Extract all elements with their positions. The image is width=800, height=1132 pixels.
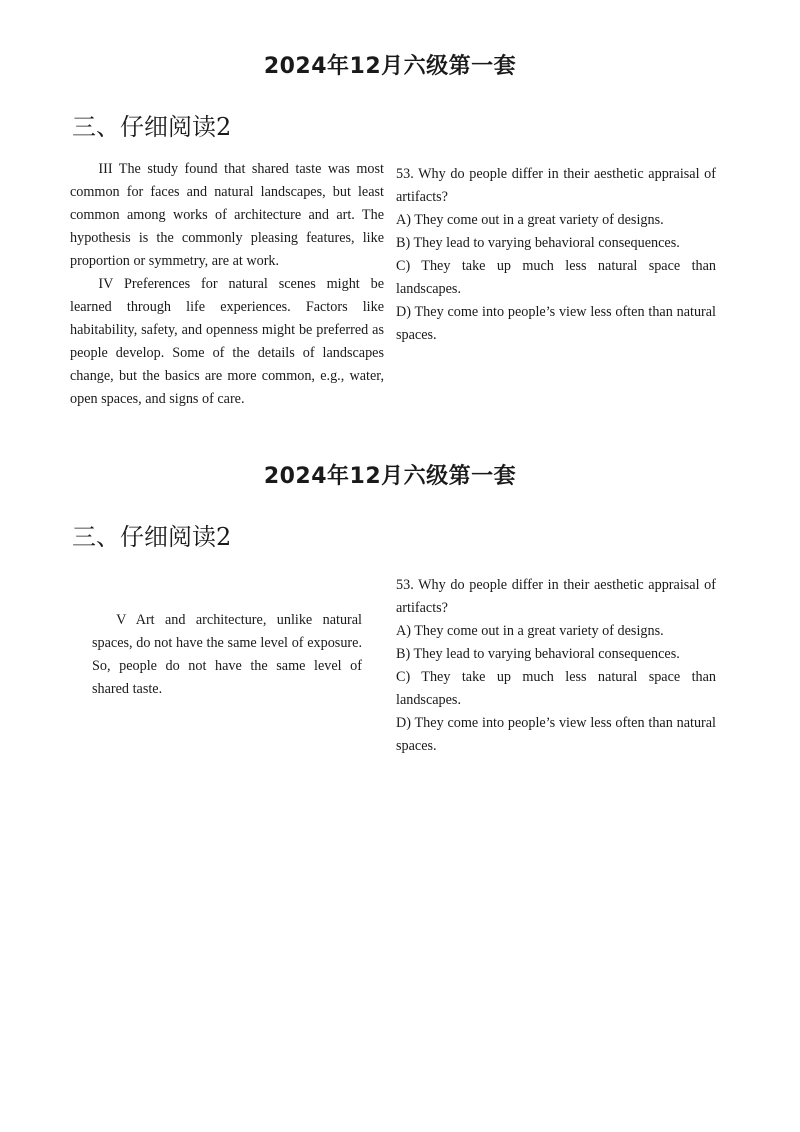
page-title: 2024年12月六级第一套 (263, 54, 517, 79)
section-heading: 三、仔细阅读2 (72, 523, 232, 551)
option-a: A) They come out in a great variety of designs. (396, 212, 664, 228)
reading-passage (70, 158, 384, 411)
option-b: B) They lead to varying behavioral consequences. (396, 646, 680, 662)
passage-paragraph-4: IV Preferences for natural scenes might be learned through life experiences. Factors like habitability, safety, and openness might be preferred as people develop. Some of the details of landscapes change, but the basics are more common, e.g., water, open spaces, and signs of care. (70, 276, 384, 407)
question-stem: 53. Why do people differ in their aesthetic appraisal of artifacts? (396, 577, 716, 616)
option-d: D) They come into people’s view less often than natural spaces. (396, 715, 716, 754)
reading-passage (92, 609, 362, 701)
section-heading: 三、仔细阅读2 (72, 113, 232, 141)
passage-paragraph-3: III The study found that shared taste was most common for faces and natural landscapes, but least common among works of architecture and art. The hypothesis is the commonly pleasing features, like proportion or symmetry, are at work. (70, 161, 384, 269)
passage-paragraph-5: V Art and architecture, unlike natural spaces, do not have the same level of exposure. So, people do not have the same level of shared taste. (92, 612, 362, 697)
option-c: C) They take up much less natural space than landscapes. (396, 258, 716, 297)
option-c: C) They take up much less natural space than landscapes. (396, 669, 716, 708)
page-title: 2024年12月六级第一套 (263, 464, 517, 489)
question-53 (396, 163, 716, 347)
question-stem: 53. Why do people differ in their aesthetic appraisal of artifacts? (396, 166, 716, 205)
option-d: D) They come into people’s view less often than natural spaces. (396, 304, 716, 343)
option-b: B) They lead to varying behavioral consequences. (396, 235, 680, 251)
option-a: A) They come out in a great variety of designs. (396, 623, 664, 639)
question-53 (396, 574, 716, 758)
